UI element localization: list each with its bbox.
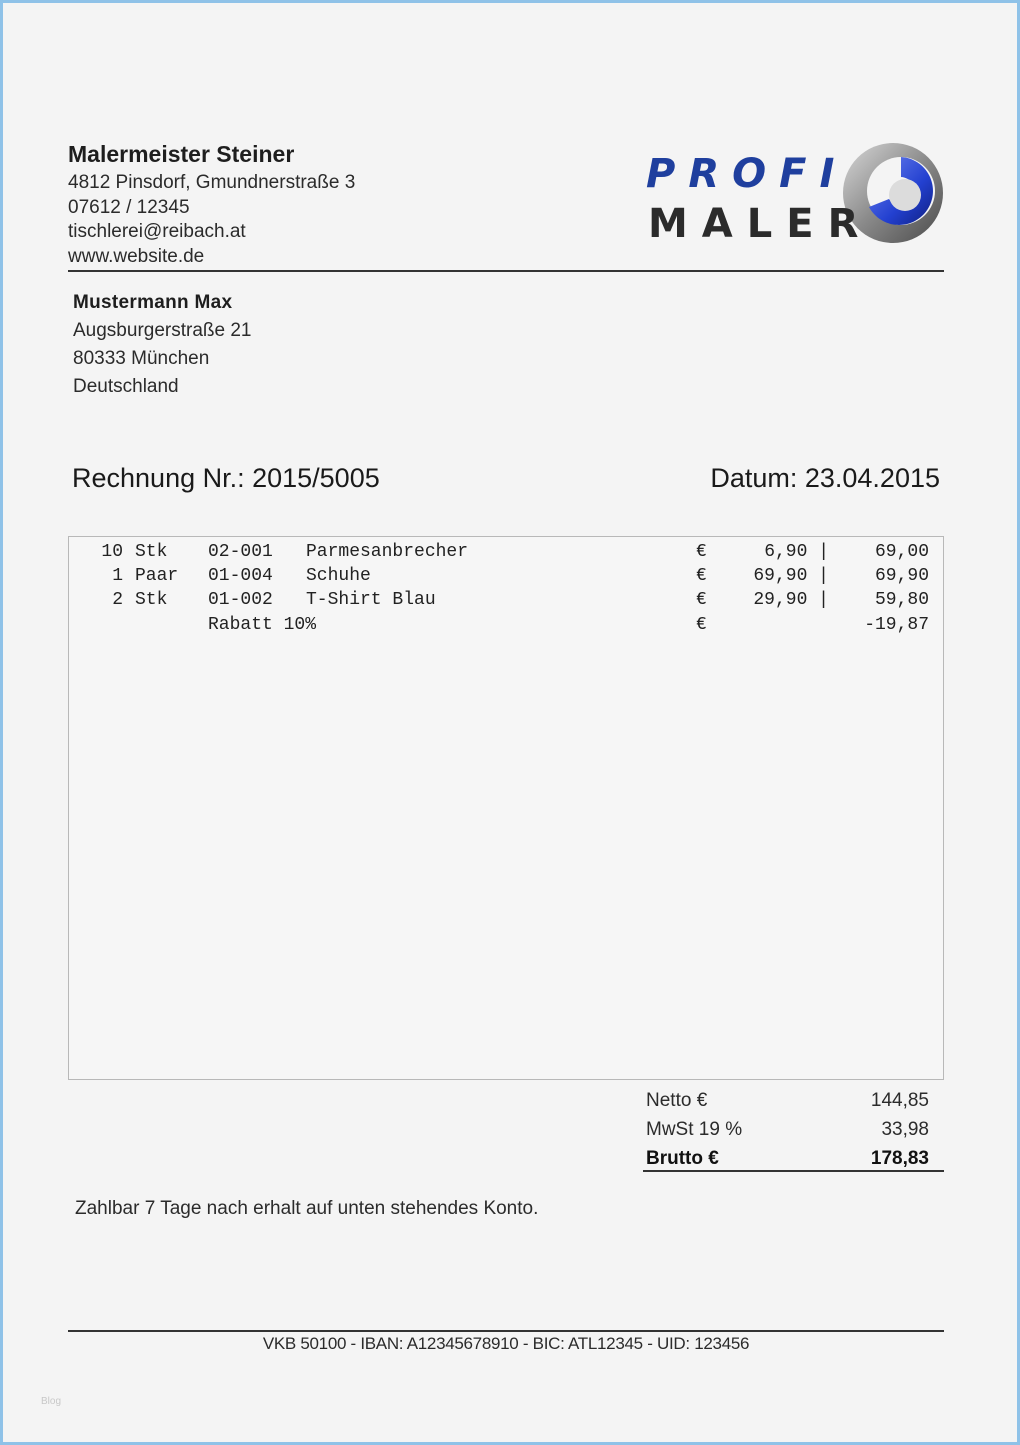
item-total: 59,80 [874, 590, 929, 610]
line-items-table [68, 536, 944, 1080]
sender-phone: 07612 / 12345 [68, 197, 190, 218]
item-currency: € [696, 566, 707, 586]
item-code: 02-001 [208, 542, 273, 562]
item-qty: 1 [112, 566, 123, 586]
mwst-label: MwSt 19 % [646, 1119, 743, 1140]
item-total: 69,90 [874, 566, 929, 586]
totals-underline [643, 1170, 944, 1172]
payment-note: Zahlbar 7 Tage nach erhalt auf unten stehendes Konto. [75, 1198, 539, 1219]
sender-website: www.website.de [68, 246, 205, 267]
invoice-number: Rechnung Nr.: 2015/5005 [72, 463, 380, 493]
item-description: T-Shirt Blau [306, 590, 436, 610]
item-qty: 2 [112, 590, 123, 610]
item-unit-price: 6,90 | [764, 542, 829, 562]
recipient-city: 80333 München [73, 348, 210, 369]
item-code: 01-004 [208, 566, 273, 586]
item-unit-price: 29,90 | [753, 590, 829, 610]
invoice-date: Datum: 23.04.2015 [710, 463, 940, 493]
item-currency: € [696, 542, 707, 562]
mwst-value: 33,98 [881, 1119, 929, 1140]
item-unit-price: 69,90 | [753, 566, 829, 586]
profi-maler-logo [643, 141, 953, 253]
sender-name: Malermeister Steiner [68, 141, 295, 167]
item-code: 01-002 [208, 590, 273, 610]
recipient-name: Mustermann Max [73, 292, 233, 313]
item-qty: 10 [101, 542, 123, 562]
brutto-value: 178,83 [870, 1148, 929, 1169]
watermark: Blog [41, 1396, 62, 1407]
header-divider [68, 270, 944, 272]
item-description: Parmesanbrecher [306, 542, 469, 562]
logo-text-maler: MALER [648, 201, 873, 247]
item-total: 69,00 [874, 542, 929, 562]
logo-text-profi: PROFI [646, 151, 848, 197]
footer-divider [68, 1330, 944, 1332]
sender-address: 4812 Pinsdorf, Gmundnerstraße 3 [68, 172, 356, 193]
item-currency: € [696, 590, 707, 610]
netto-label: Netto € [646, 1090, 708, 1111]
discount-label: Rabatt 10% [208, 615, 317, 635]
recipient-street: Augsburgerstraße 21 [73, 320, 252, 341]
bank-details: VKB 50100 - IBAN: A12345678910 - BIC: ATL12345 - UID: 123456 [262, 1334, 750, 1353]
item-unit: Stk [135, 542, 168, 562]
sender-email: tischlerei@reibach.at [68, 221, 246, 242]
netto-value: 144,85 [870, 1090, 929, 1111]
item-description: Schuhe [306, 566, 371, 586]
brutto-label: Brutto € [646, 1148, 719, 1169]
item-unit: Stk [135, 590, 168, 610]
discount-total: -19,87 [864, 615, 929, 635]
recipient-country: Deutschland [73, 376, 179, 397]
item-unit: Paar [135, 566, 179, 586]
discount-currency: € [696, 615, 707, 635]
